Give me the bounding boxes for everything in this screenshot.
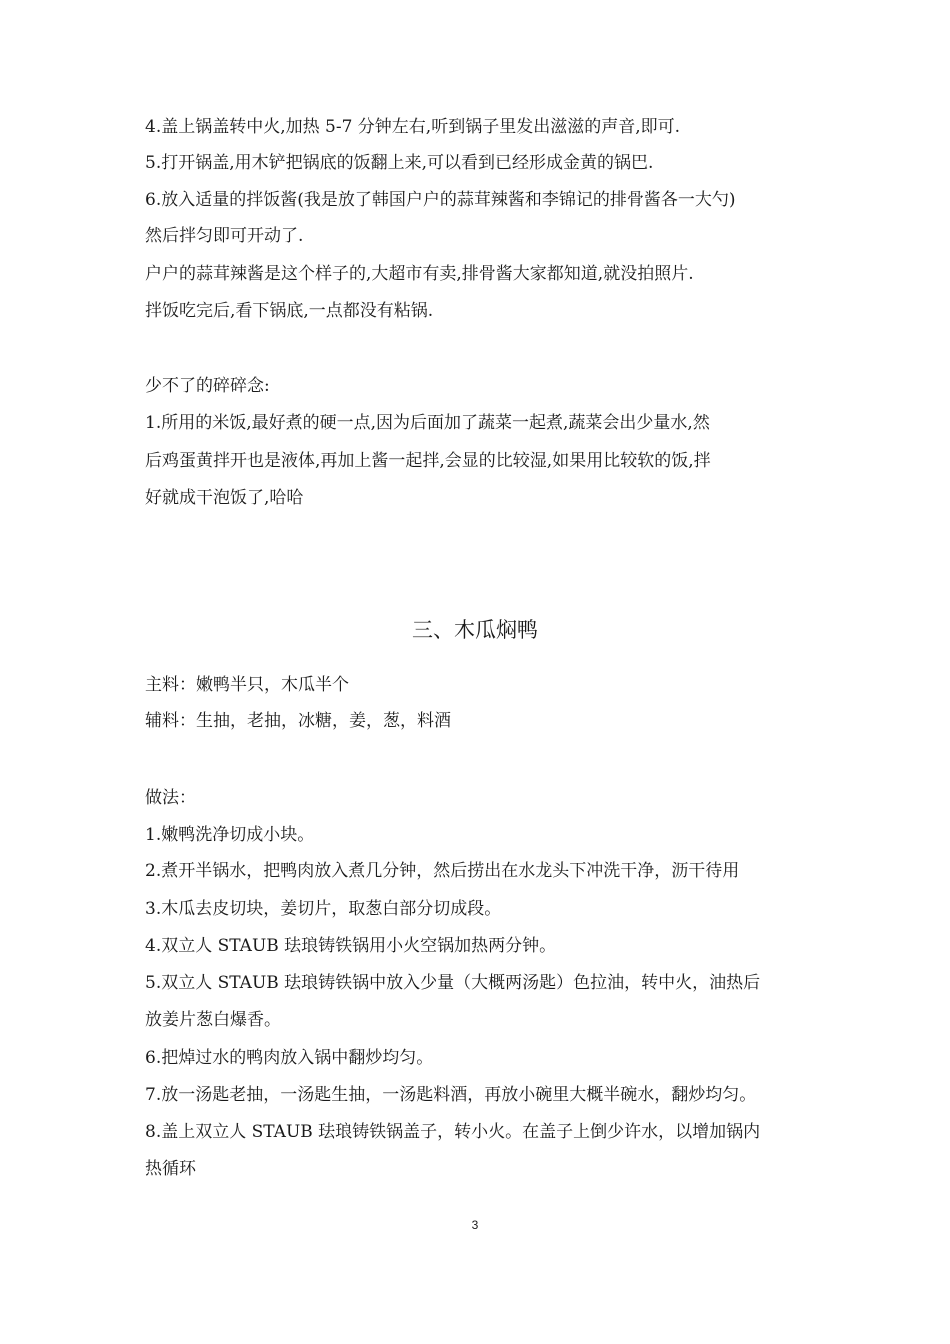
step-line: 3.木瓜去皮切块，姜切片，取葱白部分切成段。 [145, 899, 502, 919]
text-line: 好就成干泡饭了,哈哈 [145, 488, 304, 508]
step-line: 2.煮开半锅水，把鸭肉放入煮几分钟，然后捞出在水龙头下冲洗干净，沥干待用 [145, 861, 740, 881]
auxiliary-ingredients: 辅料：生抽，老抽，冰糖，姜，葱，料酒 [145, 711, 451, 731]
text-line: 然后拌匀即可开动了. [145, 226, 304, 246]
text-line: 5.打开锅盖,用木铲把锅底的饭翻上来,可以看到已经形成金黄的锅巴. [145, 153, 654, 173]
text-line: 6.放入适量的拌饭酱(我是放了韩国户户的蒜茸辣酱和李锦记的排骨酱各一大勺) [145, 190, 736, 210]
step-line: 放姜片葱白爆香。 [145, 1010, 281, 1030]
section-heading: 三、木瓜焖鸭 [412, 618, 538, 642]
page-number: 3 [471, 1218, 479, 1232]
step-line: 8.盖上双立人 STAUB 珐琅铸铁锅盖子，转小火。在盖子上倒少许水，以增加锅内 [145, 1122, 761, 1142]
step-line: 1.嫩鸭洗净切成小块。 [145, 825, 315, 845]
step-line: 7.放一汤匙老抽，一汤匙生抽，一汤匙料酒，再放小碗里大概半碗水，翻炒均匀。 [145, 1085, 757, 1105]
step-line: 4.双立人 STAUB 珐琅铸铁锅用小火空锅加热两分钟。 [145, 936, 557, 956]
notes-title: 少不了的碎碎念: [145, 376, 270, 396]
text-line: 拌饭吃完后,看下锅底,一点都没有粘锅. [145, 301, 434, 321]
text-line: 后鸡蛋黄拌开也是液体,再加上酱一起拌,会显的比较湿,如果用比较软的饭,拌 [145, 451, 711, 471]
method-title: 做法： [145, 788, 196, 808]
main-ingredients: 主料：嫩鸭半只，木瓜半个 [145, 675, 349, 695]
text-line: 1.所用的米饭,最好煮的硬一点,因为后面加了蔬菜一起煮,蔬菜会出少量水,然 [145, 413, 710, 433]
step-line: 5.双立人 STAUB 珐琅铸铁锅中放入少量（大概两汤匙）色拉油，转中火，油热后 [145, 973, 761, 993]
step-line: 热循环 [145, 1159, 196, 1179]
step-line: 6.把焯过水的鸭肉放入锅中翻炒均匀。 [145, 1048, 434, 1068]
text-line: 4.盖上锅盖转中火,加热 5-7 分钟左右,听到锅子里发出滋滋的声音,即可. [145, 117, 681, 137]
text-line: 户户的蒜茸辣酱是这个样子的,大超市有卖,排骨酱大家都知道,就没拍照片. [145, 264, 694, 284]
